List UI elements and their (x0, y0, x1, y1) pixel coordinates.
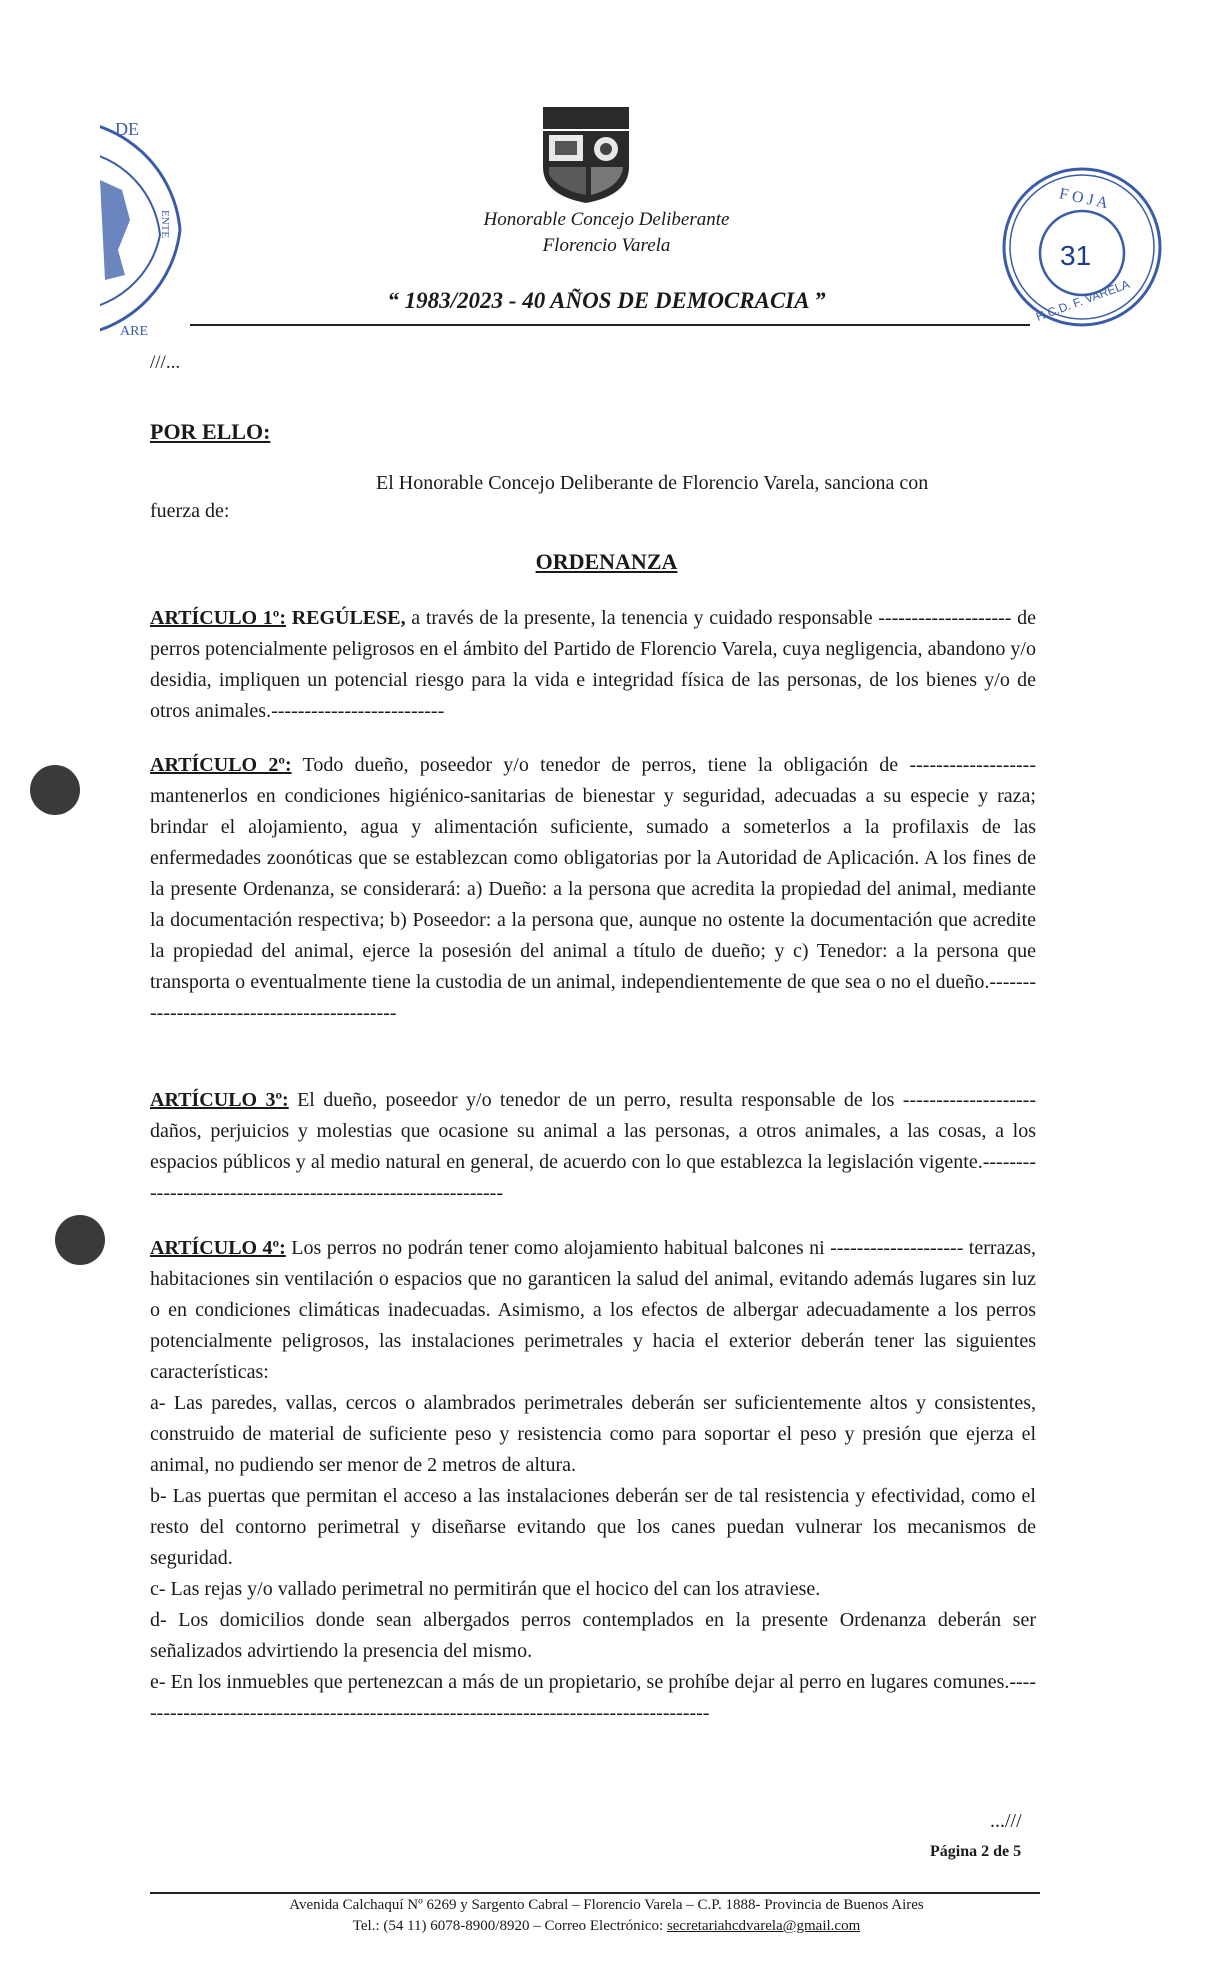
institution-city: Florencio Varela (542, 235, 671, 256)
article-4-heading: ARTÍCULO 4º: (150, 1237, 286, 1259)
article-1-heading: ARTÍCULO 1º: (150, 607, 287, 629)
article-1 (150, 603, 1036, 727)
foja-number: 31 (1060, 240, 1092, 271)
article-4-item-a: a- Las paredes, vallas, cercos o alambrados perimetrales deberán ser suficientemente altos y consistentes, construido de material de suficiente peso y resistencia como para soportar el peso y presión que ejerza el animal, no pudiendo ser menor de 2 metros de altura. (150, 1392, 1036, 1476)
article-4-item-d: d- Los domicilios donde sean albergados perros contemplados en la presente Ordenanza deberán ser señalizados advirtiendo la presencia del mismo. (150, 1609, 1036, 1662)
article-4-text: Los perros no podrán tener como alojamiento habitual balcones ni -------------------- terrazas, habitaciones sin ventilación o espacios que no garanticen la salud del animal, evitando además lugares sin luz o en condiciones climáticas inadecuadas. Asimismo, a los efectos de albergar adecuadamente a los perros potencialmente peligrosos, las instalaciones perimetrales y hacia el exterior deberán tener las siguientes características: (150, 1237, 1036, 1383)
democracy-motto: “ 1983/2023 - 40 AÑOS DE DEMOCRACIA ” (387, 288, 826, 313)
stamp-left-mid-text: ENTE (159, 210, 171, 239)
article-2-heading: ARTÍCULO 2º: (150, 754, 292, 776)
continuation-mark: ///... (150, 352, 181, 373)
article-4 (150, 1233, 1036, 1729)
sanciona-line: El Honorable Concejo Deliberante de Florencio Varela, sanciona con (376, 472, 929, 494)
article-4-intro (150, 1233, 1036, 1388)
footer-divider (150, 1892, 1040, 1894)
foja-council-label: H.C.D. F. VARELA (1034, 277, 1132, 324)
header-divider (190, 324, 1030, 326)
article-3-heading: ARTÍCULO 3º: (150, 1089, 289, 1111)
article-3 (150, 1085, 1036, 1209)
footer-address: Avenida Calchaquí Nº 6269 y Sargento Cabral – Florencio Varela – C.P. 1888- Provincia de Buenos Aires (289, 1897, 924, 1913)
por-ello-heading: POR ELLO: (150, 419, 271, 444)
council-crest-logo (541, 105, 631, 205)
article-1-text: a través de la presente, la tenencia y cuidado responsable -------------------- de perros potencialmente peligrosos en el ámbito del Partido de Florencio Varela, cuya negligencia, abandono y/o desidia, impliquen un potencial riesgo para la vida e integridad física de las personas, de los bienes y/o de otros animales.-------------------------- (150, 607, 1036, 722)
binder-hole-mark (55, 1215, 105, 1265)
article-4-item-e: e- En los inmuebles que pertenezcan a más de un propietario, se prohíbe dejar al perro en lugares comunes.---------------------------------------------------------------------------------------- (150, 1671, 1036, 1724)
ordenanza-title: ORDENANZA (535, 549, 678, 574)
institution-name: Honorable Concejo Deliberante (483, 209, 730, 230)
article-1-keyword: REGÚLESE, (291, 607, 406, 629)
article-2-text: Todo dueño, poseedor y/o tenedor de perros, tiene la obligación de ------------------- mantenerlos en condiciones higiénico-sanitarias de bienestar y seguridad, adecuadas a su especie y raza; brindar el alojamiento, agua y alimentación suficiente, sumado a someterlos a la profilaxis de las enfermedades zoonóticas que se establezcan como obligatorias por la Autoridad de Aplicación. A los fines de la presente Ordenanza, se considerará: a) Dueño: a la persona que acredita la propiedad del animal, mediante la documentación respectiva; b) Poseedor: a la persona que, aunque no ostente la documentación que acredite la propiedad del animal, ejerce la posesión del animal a título de dueño; y c) Tenedor: a la persona que transporta o eventualmente tiene la custodia de un animal, independientemente de que sea o no el dueño.-------------------------------------------- (150, 754, 1037, 1024)
footer-phone: Tel.: (54 11) 6078-8900/8920 – Correo Electrónico: (352, 1918, 667, 1934)
stamp-left-top-text: DE (115, 119, 139, 139)
footer-email-link[interactable]: secretariahcdvarela@gmail.com (666, 1918, 861, 1934)
fuerza-line: fuerza de: (150, 500, 230, 522)
page-number: Página 2 de 5 (930, 1843, 1022, 1860)
binder-hole-mark (30, 765, 80, 815)
next-page-mark: .../// (990, 1810, 1022, 1832)
footer-contact (0, 1918, 1213, 1935)
foja-stamp (1000, 165, 1165, 330)
article-2 (150, 750, 1036, 1029)
stamp-left-bottom-text: ARE (120, 324, 148, 339)
article-4-item-c: c- Las rejas y/o vallado perimetral no permitirán que el hocico del can los atraviese. (150, 1578, 821, 1600)
article-4-item-b: b- Las puertas que permitan el acceso a las instalaciones deberán ser de tal resistencia y efectividad, como el resto del contorno perimetral y diseñarse evitando que los canes puedan vulnerar los mecanismos de seguridad. (150, 1485, 1036, 1569)
foja-label: F O J A (1057, 185, 1110, 213)
article-3-text: El dueño, poseedor y/o tenedor de un perro, resulta responsable de los -------------------- daños, perjuicios y molestias que ocasione su animal a las personas, a otros animales, a las cosas, a los espacios públicos y al medio natural en general, de acuerdo con lo que establezca la legislación vigente.------------------------------------------------------------- (150, 1089, 1036, 1204)
